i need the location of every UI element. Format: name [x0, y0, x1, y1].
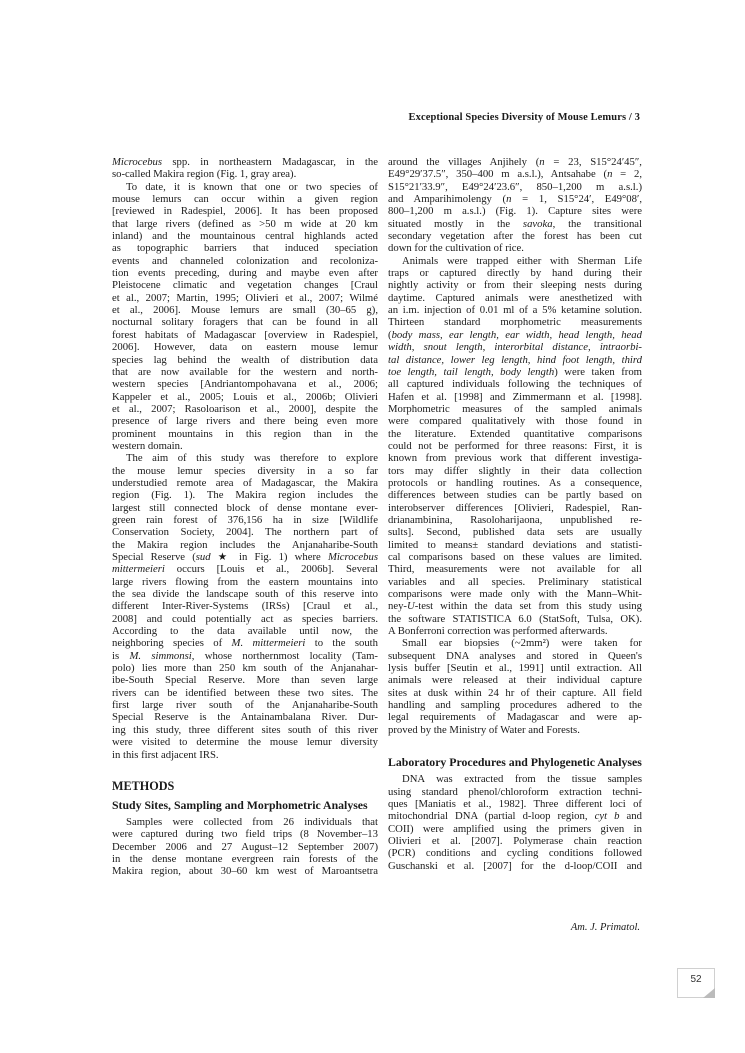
text-line	[112, 440, 378, 452]
text-run: Olivieri et al. [2007]. Polymerase chain reaction	[388, 834, 642, 847]
text-run: that are now available for the western and north-	[112, 365, 378, 378]
text-line	[112, 736, 378, 748]
text-run: were compared qualitatively with those found in	[388, 415, 642, 428]
text-line	[388, 218, 642, 230]
text-line	[388, 489, 642, 501]
text-line	[112, 255, 378, 267]
text-run: et al., 2007; Martin, 1995; Olivieri et al., 2007; Wilmé	[112, 291, 378, 304]
text-run: The aim of this study was therefore to explore	[126, 452, 378, 465]
text-run: et al., 2007; Rasoloarison et al., 2000], despite the	[112, 402, 378, 415]
text-line	[112, 218, 378, 230]
italic-text-run: Microcebus	[112, 156, 163, 168]
italic-text-run: M. mittermeieri	[231, 637, 306, 650]
text-run: daytime. Captured animals were anesthetized with	[388, 291, 642, 304]
text-line	[388, 304, 642, 316]
italic-text-run: n	[506, 193, 512, 206]
text-line	[112, 841, 378, 853]
text-line	[112, 662, 378, 674]
text-line	[388, 687, 642, 699]
text-run: polo) lies more than 250 km south of the Anjanahar-	[112, 662, 378, 675]
italic-text-run: savoka	[522, 217, 553, 230]
paragraph	[112, 156, 378, 181]
text-line	[388, 242, 642, 254]
text-run: ney-	[388, 600, 407, 613]
text-run: first large river south of the Anjanaharibe-South	[112, 699, 378, 712]
text-run: Hafen et al. [1998] and Zimmermann et al. [1998].	[388, 390, 642, 403]
text-run: Special Reserve is the Antainambalana River. Dur-	[112, 711, 378, 724]
text-run: that large rivers (defined as >50 m wide at 20 km	[112, 217, 378, 230]
text-line	[388, 403, 642, 415]
text-run: = 23, S15°24′45″,	[544, 156, 642, 168]
text-run: in this first adjacent IRS.	[112, 748, 219, 761]
text-run: ibe-South Special Reserve. More than seven large	[112, 674, 378, 687]
text-run: to the south	[305, 637, 378, 650]
text-line	[388, 539, 642, 551]
section-heading: METHODS	[112, 778, 175, 793]
paragraph	[112, 452, 378, 761]
text-run: largest still connected block of dense montane ever-	[112, 501, 378, 514]
text-run: known from previous work that different investiga-	[388, 452, 642, 465]
text-run: the Makira region includes the Anjanaharibe-South	[112, 538, 378, 551]
text-run: (PCR) conditions and cycling conditions followed	[388, 847, 642, 860]
text-line	[112, 403, 378, 415]
italic-text-run: U	[407, 600, 415, 613]
text-run: proved by the Ministry of Water and Forests.	[388, 723, 580, 736]
italic-text-run: n	[607, 168, 613, 181]
text-run: A Bonferroni correction was performed afterwards.	[388, 625, 608, 638]
text-line	[388, 316, 642, 328]
text-run: Morphometric measures of the sampled animals	[388, 402, 642, 415]
text-line	[388, 366, 642, 378]
text-line	[112, 724, 378, 736]
text-run: western domain.	[112, 439, 183, 452]
text-line	[112, 816, 378, 828]
text-line	[112, 391, 378, 403]
text-line	[112, 539, 378, 551]
text-line	[112, 477, 378, 489]
text-line	[112, 828, 378, 840]
text-line	[388, 354, 642, 366]
text-line	[112, 366, 378, 378]
text-run: inland) and the mountainous central highlands acted	[112, 230, 378, 243]
text-run: occurs [Louis et al., 2006b]. Several	[164, 563, 378, 576]
text-line	[388, 477, 642, 489]
text-run: the mouse lemur species diversity in a so far	[112, 464, 378, 477]
text-run: Animals were trapped either with Sherman Life	[402, 254, 642, 267]
text-line	[112, 650, 378, 662]
text-line	[112, 341, 378, 353]
text-run: legal requirements of Madagascar and were ap-	[388, 711, 642, 724]
paragraph	[388, 773, 642, 872]
text-line	[388, 440, 642, 452]
text-run: S15°21′33.9″, E49°24′23.6″, 850–1,200 m a.s.l.)	[388, 180, 642, 193]
text-line	[112, 514, 378, 526]
text-run: green rain forest of 376,156 ha in size [Wildlife	[112, 513, 378, 526]
text-run: the software STATISTICA 6.0 (StatSoft, Tulsa, OK).	[388, 612, 642, 625]
text-run: 800–1,200 m a.s.l.) (Fig. 1). Capture sites were	[388, 205, 642, 218]
text-run: mouse lemurs can occur within a given region	[112, 193, 378, 206]
text-line	[112, 465, 378, 477]
text-run: as topographic barriers that induced speciation	[112, 242, 378, 255]
text-run: = 1, S15°24′, E49°08′,	[511, 193, 642, 206]
text-line	[112, 279, 378, 291]
text-line	[388, 279, 642, 291]
text-line	[388, 662, 642, 674]
text-run: limited to means± standard deviations and statisti-	[388, 538, 642, 551]
text-line	[388, 502, 642, 514]
text-line	[388, 452, 642, 464]
text-run: ques [Maniatis et al., 1982]. Three different loci of	[388, 797, 642, 810]
text-run: DNA was extracted from the tissue samples	[402, 773, 642, 786]
text-run: , whose northernmost locality (Tam-	[191, 649, 378, 662]
text-line	[112, 699, 378, 711]
text-run: large rivers flowing from the eastern mountains into	[112, 575, 378, 588]
paragraph	[112, 816, 378, 878]
text-line	[388, 329, 642, 341]
text-line	[112, 267, 378, 279]
text-line	[388, 773, 642, 785]
text-line	[112, 354, 378, 366]
text-line	[388, 181, 642, 193]
text-line	[388, 205, 642, 217]
text-line	[388, 415, 642, 427]
text-run: (	[388, 328, 392, 341]
text-run: western species [Andriantompohavana et al., 2006;	[112, 378, 378, 391]
text-run: Small ear biopsies (~2mm²) were taken for	[402, 637, 642, 650]
text-line	[388, 699, 642, 711]
text-run: region (Fig. 1). The Makira region includes the	[112, 489, 378, 502]
text-run: Conservation Society, 2004]. The northern part of	[112, 526, 378, 539]
text-run: all captured individuals following the techniques of	[388, 378, 642, 391]
italic-text-run: tal distance, lower leg length, hind foot length, third	[388, 353, 642, 366]
text-line	[388, 292, 642, 304]
text-run: cal comparisons based on these values are limited.	[388, 551, 642, 563]
italic-text-run: Microcebus	[327, 551, 378, 563]
text-run: nocturnal solitary foragers that can be found in all	[112, 316, 378, 329]
text-line	[112, 502, 378, 514]
text-run: sites at dusk within 24 hr of their capture. All field	[388, 686, 642, 699]
text-line	[112, 378, 378, 390]
text-run: in the dense montane evergreen rain forests of the	[112, 852, 378, 865]
text-run: sults]. Second, published data sets are usually	[388, 526, 642, 539]
text-line	[388, 465, 642, 477]
italic-text-run: sud	[195, 551, 211, 563]
text-run: [reviewed in Radespiel, 2006]. It has been proposed	[112, 205, 378, 218]
text-line	[112, 168, 378, 180]
text-run: down for the cultivation of rice.	[388, 242, 524, 255]
text-line	[112, 316, 378, 328]
text-run: different Inter-River-Systems (IRSs) [Craul et al.,	[112, 600, 378, 613]
text-run: spp. in northeastern Madagascar, in the	[162, 156, 378, 168]
text-line	[112, 600, 378, 612]
text-line	[112, 551, 378, 563]
text-run: interobserver differences [Olivieri, Radespiel, Ran-	[388, 501, 642, 514]
text-run: tion events preceding, during and maybe even after	[112, 267, 378, 280]
italic-text-run: M. simmonsi	[129, 649, 192, 662]
text-line	[388, 835, 642, 847]
text-run: animals were released at their individual capture	[388, 674, 642, 687]
text-line	[112, 613, 378, 625]
text-run: December 2006 and 27 August–12 September 2007)	[112, 840, 378, 853]
text-line	[388, 576, 642, 588]
text-line	[112, 625, 378, 637]
text-run: comparisons were made only with the Mann–Whit-	[388, 588, 642, 601]
paragraph	[388, 156, 642, 255]
text-run: understudied remote area of Madagascar, the Makira	[112, 476, 378, 489]
running-head: Exceptional Species Diversity of Mouse Lemurs / 3	[408, 112, 640, 123]
text-run: prominent mountains in this region than in the	[112, 427, 378, 440]
text-line	[388, 341, 642, 353]
text-line	[112, 193, 378, 205]
paragraph	[388, 255, 642, 638]
text-run: an i.m. injection of 0.01 ml of a 5% ketamine solution.	[388, 304, 642, 317]
text-line	[112, 304, 378, 316]
text-run: neighboring species of	[112, 637, 232, 650]
text-line	[112, 230, 378, 242]
text-run: Pleistocene climatic and vegetation changes [Craul	[112, 279, 378, 292]
text-run: situated mostly in the	[388, 217, 523, 230]
text-line	[112, 687, 378, 699]
text-run: protocols or handling routines. As a consequence,	[388, 476, 642, 489]
text-line	[112, 576, 378, 588]
text-line	[388, 724, 642, 736]
text-run: the literature. Extended quantitative comparisons	[388, 427, 642, 440]
right-column	[388, 156, 642, 872]
text-line	[388, 428, 642, 440]
text-run: drianambinina, Rasoloharijaona, unpublished re-	[388, 513, 642, 526]
text-run: species lag behind the wealth of distribution data	[112, 353, 378, 366]
text-run: ★ in Fig. 1) where	[210, 551, 328, 563]
subsection-heading: Study Sites, Sampling and Morphometric Analyses	[112, 797, 368, 812]
text-run: E49°29′37.5″, 350–400 m a.s.l.), Antsahabe (	[388, 168, 608, 181]
page-number-indicator[interactable]	[677, 968, 715, 998]
text-line	[112, 865, 378, 877]
text-run: Thirteen standard morphometric measurements	[388, 316, 642, 329]
text-line	[388, 526, 642, 538]
page-curl-icon	[703, 988, 715, 998]
text-run: using standard phenol/chloroform extraction techni-	[388, 785, 642, 798]
text-run: differences between studies can be partly based on	[388, 489, 642, 502]
text-run: handling and sampling procedures adhered to the	[388, 699, 642, 712]
text-run: lysis buffer [Seutin et al., 1991] until extraction. All	[388, 662, 642, 675]
text-line	[388, 674, 642, 686]
text-line	[388, 650, 642, 662]
text-run: et al., 2006]. Mouse lemurs are small (30–65 g),	[112, 304, 378, 317]
text-run: mitochondrial DNA (partial d-loop region,	[388, 810, 595, 823]
italic-text-run: n	[539, 156, 545, 168]
text-run: could not be performed for three reasons: First, it is	[388, 439, 642, 452]
text-run: Kappeler et al., 2005; Louis et al., 2006b; Olivieri	[112, 390, 378, 403]
text-line	[112, 329, 378, 341]
text-run: , the transitional	[552, 217, 642, 230]
text-line	[388, 551, 642, 563]
text-run: around the villages Anjihely (	[388, 156, 540, 168]
text-line	[112, 749, 378, 761]
text-run: so-called Makira region (Fig. 1, gray area).	[112, 168, 297, 181]
text-line	[112, 711, 378, 723]
text-line	[112, 415, 378, 427]
text-run: variables and all species. Preliminary statistical	[388, 575, 642, 588]
text-line	[388, 600, 642, 612]
text-run: were visited to determine the mouse lemur diversity	[112, 736, 378, 749]
text-line	[112, 242, 378, 254]
text-run: ing this study, three different sites south of this river	[112, 723, 378, 736]
text-line	[388, 637, 642, 649]
text-line	[112, 563, 378, 575]
italic-text-run: mittermeieri	[112, 563, 165, 576]
text-line	[388, 847, 642, 859]
text-line	[112, 452, 378, 464]
italic-text-run: width, snout length, interorbital distance, intraorbi-	[388, 341, 642, 354]
text-line	[112, 205, 378, 217]
text-run: traps or captured directly by hand during their	[388, 267, 642, 280]
italic-text-run: cyt b	[594, 810, 620, 823]
text-run: ) were taken from	[554, 365, 642, 378]
text-run: Samples were collected from 26 individuals that	[126, 815, 378, 828]
text-run: = 2,	[612, 168, 642, 181]
text-run: Makira region, about 30–60 km west of Maroantsetra	[112, 865, 378, 878]
text-line	[388, 514, 642, 526]
paragraph	[388, 637, 642, 736]
text-line	[388, 711, 642, 723]
page-number: 52	[690, 974, 702, 985]
text-line	[112, 292, 378, 304]
text-run: is	[112, 649, 130, 662]
paragraph	[112, 181, 378, 453]
text-line	[388, 588, 642, 600]
text-line	[388, 613, 642, 625]
journal-name: Am. J. Primatol.	[570, 922, 640, 933]
italic-text-run: toe length, tail length, body length	[388, 365, 555, 378]
text-line	[388, 156, 642, 168]
subsection-heading: Laboratory Procedures and Phylogenetic Analyses	[388, 755, 642, 770]
text-line	[112, 674, 378, 686]
text-line	[388, 378, 642, 390]
text-run: and Amparihimolengy (	[388, 193, 507, 206]
text-run: tors may differ slightly in their data collection	[388, 464, 642, 477]
text-line	[388, 230, 642, 242]
text-line	[112, 428, 378, 440]
italic-text-run: body mass, ear length, ear width, head length, head	[391, 328, 642, 341]
text-line	[388, 255, 642, 267]
text-run: -test within the data set from this study using	[414, 600, 642, 613]
text-line	[388, 391, 642, 403]
text-run: 2008] and could potentially act as species barriers.	[112, 612, 378, 625]
text-run: were captured during two field trips (8 November–13	[112, 828, 378, 841]
text-run: COII) were amplified using the primers given in	[388, 822, 642, 835]
text-run: rivers can be identified between these two sites. The	[112, 686, 378, 699]
text-run: Special Reserve (	[112, 551, 196, 563]
text-line	[112, 588, 378, 600]
text-line	[112, 181, 378, 193]
text-run: Guschanski et al. [2007] for the d-loop/COII and	[388, 859, 642, 872]
text-line	[112, 637, 378, 649]
text-run: nightly activity or from their sleeping nests during	[388, 279, 642, 292]
text-run: presence of large rivers and there being even more	[112, 415, 378, 428]
text-run: Third, measurements were not available for all	[388, 563, 642, 576]
text-line	[388, 823, 642, 835]
text-run: and	[619, 810, 642, 823]
text-run: events and channeled colonization and recoloniza-	[112, 254, 378, 267]
text-line	[112, 489, 378, 501]
text-line	[388, 786, 642, 798]
text-line	[388, 168, 642, 180]
text-line	[388, 625, 642, 637]
text-line	[112, 853, 378, 865]
text-run: 2006]. However, data on eastern mouse lemur	[112, 341, 378, 354]
text-line	[388, 798, 642, 810]
text-line	[388, 810, 642, 822]
text-run: subsequent DNA analyses and stored in Queen's	[388, 649, 642, 662]
text-run: According to the data available until now, the	[112, 625, 378, 638]
text-line	[388, 563, 642, 575]
text-line	[388, 267, 642, 279]
text-line	[112, 156, 378, 168]
text-run: forest habitats of Madagascar [overview in Radespiel,	[112, 328, 378, 341]
left-column	[112, 156, 378, 878]
text-run: To date, it is known that one or two species of	[126, 180, 378, 193]
text-line	[388, 860, 642, 872]
text-line	[388, 193, 642, 205]
text-line	[112, 526, 378, 538]
text-run: secondary vegetation after the forest has been cut	[388, 230, 642, 243]
text-run: the sea divide the landscape south of this reserve into	[112, 588, 378, 601]
